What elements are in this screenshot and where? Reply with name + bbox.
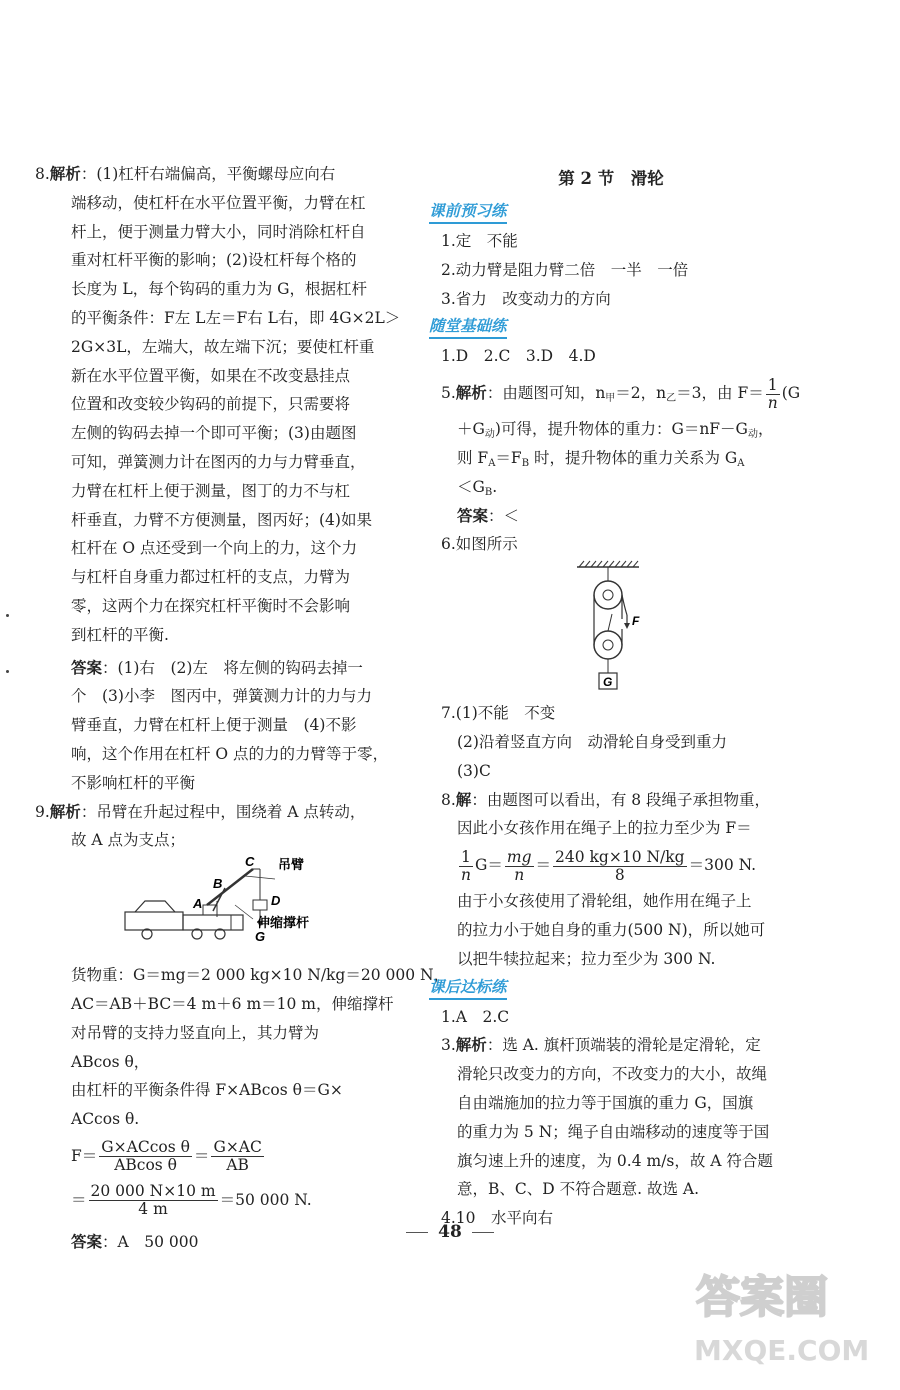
formula-1: F＝ $\frac{\text{G×ACcos θ}}{\text{ABcos θ}}$ ＝ $\frac{G\times AC}{AB}$ <box>71 1138 262 1175</box>
margin-mark <box>6 670 9 673</box>
question-8-analysis: 8.解析：(1)杠杆右端偏高，平衡螺母应向右 端移动，使杠杆在水平位置平衡，力臂在杠 杆上，便于测量力臂大小，同时消除杠杆自 重对杠杆平衡的影响；(2)设杠杆每个格的 长度为 L，每个钩码的重力为 G，根据杠杆 的平衡条件：F左 L左＝F右 L右，即 4G×2L＞ 2G×3L，左端大，故左端下沉；要使杠杆重 新在水平位置平衡，如果在不改变悬挂点 位置和改变较少钩码的前提下，只需要将 左侧的钩码去掉一个即可平衡；(3)由题图 可知，弹簧测力计在图丙的力与力臂垂直， 力臂在杠杆上便于测量，图丁的力不与杠 杆垂直，力臂不方便测量，图丙好；(4)如果 杠杆在 O 点还受到一个向上的力，这个力 与杠杆自身重力都过杠杆的支点，力臂为 零，这两个力在探究杠杆平衡时不会影响 到杠杆的平衡. 答案：(1)右 (2)左 将左侧的钩码去掉一 个 (3)小李 图丙中，弹簧测力计的力与力 臂垂直，力臂在杠杆上便于测量 (4)不影 响，这个作用在杠杆 O 点的力的力臂等于零， 不影响杠杆的平衡 <box>35 160 403 798</box>
text-line: 杆垂直，力臂不方便测量，图丙好；(4)如果 <box>71 510 372 529</box>
divider <box>472 1232 494 1233</box>
strut-label: 伸缩撑杆 <box>257 915 310 931</box>
pulley-diagram <box>427 559 795 697</box>
analysis-label: 解析 <box>49 801 81 821</box>
fraction: $\frac{240 kg\times 10 N/kg}{8}$ <box>555 847 685 884</box>
formula-2: ＝ $\frac{20 000 N\times 10 m}{4 m}$ ＝50 000 N. <box>71 1182 312 1219</box>
text-line: 左侧的钩码去掉一个即可平衡；(3)由题图 <box>71 424 357 443</box>
fraction: $\frac{G\times AC}{AB}$ <box>213 1138 262 1175</box>
pulley-figure <box>427 559 795 697</box>
answer-line: 1.定 不能 <box>441 232 518 250</box>
answer-line: 不影响杠杆的平衡 <box>71 773 196 792</box>
answer-label: 答案 <box>71 1231 103 1251</box>
answer-line: 1.A 2.C <box>441 1007 510 1026</box>
fraction: $\frac{1}{n}$ <box>767 375 778 412</box>
point-a-label: A <box>193 896 203 912</box>
text-line: 长度为 L，每个钩码的重力为 G，根据杠杆 <box>71 280 368 299</box>
text-line: 端移动，使杠杆在水平位置平衡，力臂在杠 <box>71 193 366 212</box>
answer-line: 3.省力 改变动力的方向 <box>441 289 611 308</box>
answer-line: 臂垂直，力臂在杠杆上便于测量 (4)不影 <box>71 716 357 735</box>
answer-line: 1.D 2.C 3.D 4.D <box>441 347 596 366</box>
calc-line: ACcos θ. <box>71 1110 140 1129</box>
answer-line: (2)沿着竖直方向 动滑轮自身受到重力 <box>457 732 727 751</box>
watermark-logo <box>686 1242 886 1382</box>
basic-section-label: 随堂基础练 <box>429 315 507 339</box>
calc-line: 由杠杆的平衡条件得 F×ABcos θ＝G× <box>71 1081 343 1100</box>
fraction: $\frac{20 000 N\times 10 m}{4 m}$ <box>90 1182 216 1219</box>
question-8-solution: 8.解：由题图可以看出，有 8 段绳子承担物重， 因此小女孩作用在绳子上的拉力至少为 F＝ $\frac{1}{n}$ G＝ $\frac{mg}{n}$ ＝ $\frac{240 kg\times 10 N/kg}{8}$ ＝300 N. 由于小女孩使用了滑轮组，她作用在绳子上 的拉力小于她自身的重力(500 N)，所以她可 以把牛犊拉起来；拉力至少为 300 N. <box>441 789 771 968</box>
text-line: ：吊臂在升起过程中，围绕着 A 点转动， <box>80 802 366 821</box>
fraction: $\frac{mg}{n}$ <box>506 847 532 884</box>
text-line: 到杠杆的平衡. <box>71 625 169 644</box>
answer-label: 答案 <box>71 657 103 677</box>
crane-figure <box>35 857 403 957</box>
question-7 <box>427 699 795 785</box>
calc-line: 货物重：G＝mg＝2 000 kg×10 N/kg＝20 000 N， <box>71 966 450 985</box>
page-number: 48 <box>0 1222 900 1242</box>
right-column <box>427 160 801 1233</box>
text-line: 故 A 点为支点； <box>71 831 186 850</box>
answer-line: 7.(1)不能 不变 <box>441 704 556 723</box>
answer-line: 2.动力臂是阻力臂二倍 一半 一倍 <box>441 260 689 279</box>
text-line: ：(1)杠杆右端偏高，平衡螺母应向右 <box>80 165 336 183</box>
text-line: 杠杆在 O 点还受到一个向上的力，这个力 <box>71 539 358 558</box>
watermark-top: 答案圈 <box>696 1272 828 1323</box>
watermark-bottom: MXQE.COM <box>694 1334 870 1367</box>
divider <box>406 1232 428 1233</box>
analysis-label: 解析 <box>49 164 81 183</box>
arm-label: 吊臂 <box>278 857 305 873</box>
question-9-analysis: 9.解析：吊臂在升起过程中，围绕着 A 点转动， 故 A 点为支点； C 吊臂 B A D G 伸缩撑杆 货物重：G＝mg＝2 000 kg×10 N/kg＝20 000 N， AC＝AB＋BC＝4 m＋6 m＝10 m，伸缩撑杆 对吊臂的支持力竖直向上，其力臂为 ABcos θ， 由杠杆的平衡条件得 F×ABcos θ＝G× ACcos θ. F＝ $\frac{\text{G×ACcos θ}}{\text{ABcos θ}}$ ＝ $\frac{G\times AC}{AB}$ ＝ $\frac{20 000 N\times 10 m}{4 m}$ ＝50 000 N. 答案：A 50 000 <box>35 801 450 1251</box>
question-5-analysis: 5.解析：由题图可知，$n_甲=2$，$n_乙=3$，由 F＝ $\frac{1}{n}$ (G $+G_动$)可得，提升物体的重力：$G=nF-G_动$， 则 $F_A=F_B$ 时，提升物体的重力关系为 $G_A$ $<G_B$. 答案：＜ <box>441 375 801 525</box>
after-class-section-label: 课后达标练 <box>429 976 507 1000</box>
text-line: 可知，弹簧测力计在图丙的力与力臂垂直， <box>71 452 366 471</box>
preview-section-label: 课前预习练 <box>429 200 507 224</box>
answer-line: 响，这个作用在杠杆 O 点的力的力臂等于零， <box>71 744 389 763</box>
text-line: 2G×3L，左端大，故左端下沉；要使杠杆重 <box>71 337 375 356</box>
point-c-label: C <box>245 857 255 870</box>
answer-line: ：(1)右 (2)左 将左侧的钩码去掉一 <box>102 658 363 677</box>
answer-line: 个 (3)小李 图丙中，弹簧测力计的力与力 <box>71 687 372 706</box>
question-6: 6.如图所示 <box>441 535 518 554</box>
margin-mark <box>6 614 9 617</box>
point-b-label: B <box>213 876 223 892</box>
text-line: 与杠杆自身重力都过杠杆的支点，力臂为 <box>71 568 351 587</box>
answer-label: 答案 <box>457 505 489 525</box>
answer-line: (3)C <box>457 761 491 780</box>
calc-line: ABcos θ， <box>71 1052 150 1071</box>
calc-line: 对吊臂的支持力竖直向上，其力臂为 <box>71 1023 320 1042</box>
calc-line: AC＝AB＋BC＝4 m＋6 m＝10 m，伸缩撑杆 <box>71 994 394 1013</box>
point-d-label: D <box>271 893 281 909</box>
answer-line: ：A 50 000 <box>102 1232 199 1251</box>
section-title: 第 2 节 滑轮 <box>558 169 664 188</box>
answer-line: 4.10 水平向右 <box>441 1209 554 1228</box>
fraction: $\frac{\text{G×ACcos θ}}{\text{ABcos θ}}$ <box>101 1138 190 1175</box>
text-line: 的平衡条件：F左 L左＝F右 L右，即 4G×2L＞ <box>71 308 401 327</box>
weight-g-label: G <box>603 675 613 690</box>
question-3-analysis: 3.解析：选 A. 旗杆顶端装的滑轮是定滑轮，定 滑轮只改变力的方向，不改变力的大小，故绳 自由端施加的拉力等于国旗的重力 G，国旗 的重力为 5 N；绳子自由端移动的速度等于国 旗匀速上升的速度，为 0.4 m/s，故 A 符合题 意，B、C、D 不符合题意. 故选 A. <box>441 1035 773 1199</box>
crane-diagram <box>35 857 403 957</box>
text-line: 位置和改变较少钩码的前提下，只需要将 <box>71 395 351 414</box>
text-line: 重对杠杆平衡的影响；(2)设杠杆每个格的 <box>71 251 357 270</box>
text-line: 零，这两个力在探究杠杆平衡时不会影响 <box>71 596 351 615</box>
fraction: $\frac{1}{n}$ <box>461 847 471 884</box>
force-f-label: F <box>632 614 640 629</box>
text-line: 杆上，便于测量力臂大小，同时消除杠杆自 <box>71 222 366 241</box>
text-line: 新在水平位置平衡，如果在不改变悬挂点 <box>71 366 351 385</box>
gravity-label: G <box>255 929 266 945</box>
text-line: 力臂在杠杆上便于测量，图丁的力不与杠 <box>71 481 351 500</box>
